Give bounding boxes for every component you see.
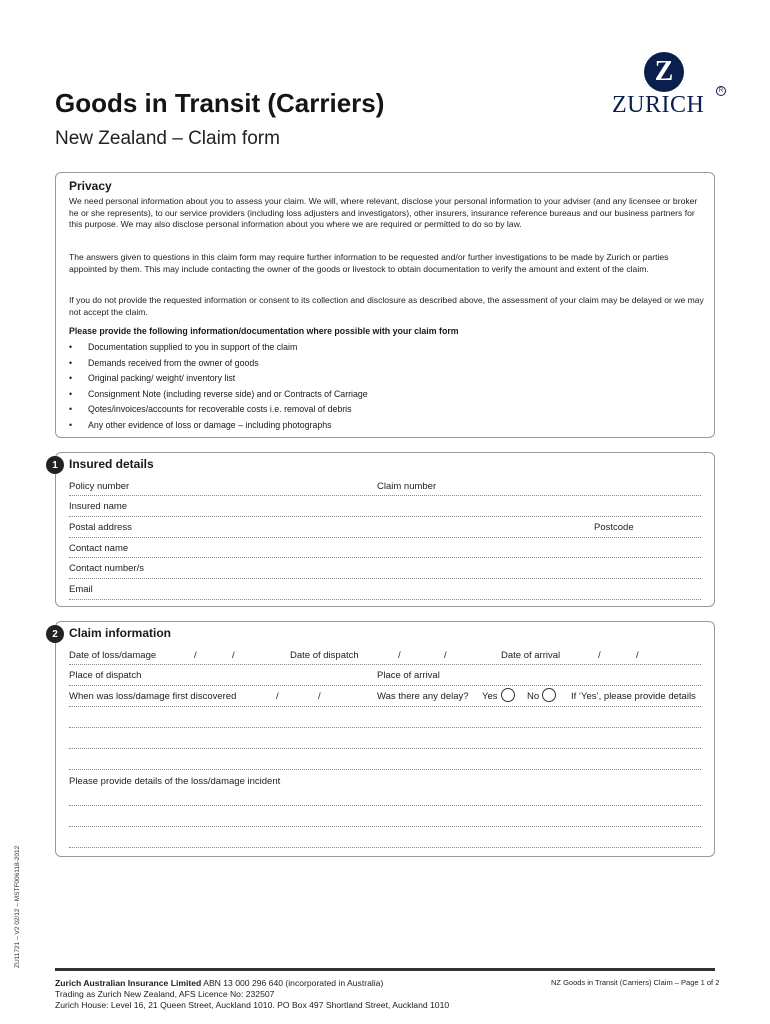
bullet-icon: • xyxy=(69,342,73,352)
insured-name-field[interactable] xyxy=(69,516,701,517)
bullet-icon: • xyxy=(69,388,73,399)
claim-information-title: Claim information xyxy=(69,626,172,640)
bullet-icon: • xyxy=(69,404,73,414)
yes-radio[interactable] xyxy=(501,688,515,702)
incident-details-field[interactable] xyxy=(69,805,701,806)
no-radio[interactable] xyxy=(542,688,556,702)
footer-page-info: NZ Goods in Transit (Carriers) Claim – Page 1 of 2 xyxy=(551,978,720,987)
when-discovered-label: When was loss/damage first discovered xyxy=(69,691,237,702)
bullet-icon: • xyxy=(69,357,73,368)
incident-details-label: Please provide details of the loss/damage incident xyxy=(69,776,281,787)
privacy-title: Privacy xyxy=(69,179,112,193)
postal-address-label: Postal address xyxy=(69,522,132,533)
if-yes-label: If ‘Yes’, please provide details xyxy=(571,691,696,702)
documentation-heading: Please provide the following information/documentation where possible with your claim form xyxy=(69,326,459,336)
date-separator: / xyxy=(232,650,235,661)
date-separator: / xyxy=(398,650,401,661)
list-item: • Any other evidence of loss or damage – including photographs xyxy=(69,418,368,434)
delay-question-label: Was there any delay? xyxy=(377,691,469,702)
contact-numbers-label: Contact number/s xyxy=(69,563,144,574)
date-separator: / xyxy=(194,650,197,661)
place-of-dispatch-label: Place of dispatch xyxy=(69,670,142,681)
footer-rule xyxy=(55,968,715,971)
privacy-paragraph-2: The answers given to questions in this claim form may require further information to be requested and/or further investigations to be made by Zurich or parties appointed by them. This may include contacting the owner of the goods or livestock to obtain documentation to verify the amount and extent of the claim. xyxy=(69,252,669,274)
date-of-arrival-label: Date of arrival xyxy=(501,650,561,661)
contact-name-label: Contact name xyxy=(69,543,129,554)
date-of-loss-label: Date of loss/damage xyxy=(69,650,157,661)
place-field[interactable] xyxy=(69,685,701,686)
insured-name-label: Insured name xyxy=(69,501,128,512)
footer-address-line: Zurich House: Level 16, 21 Queen Street, Auckland 1010. PO Box 497 Shortland Street, Auckland 1010 xyxy=(55,1000,450,1010)
list-item: • Documentation supplied to you in support of the claim xyxy=(69,340,368,356)
list-item: • Qotes/invoices/accounts for recoverable costs i.e. removal of debris xyxy=(69,402,368,418)
form-subtitle: New Zealand – Claim form xyxy=(55,128,280,149)
delay-details-field[interactable] xyxy=(69,769,701,770)
privacy-paragraph-1: We need personal information about you to assess your claim. We will, where relevant, disclose your personal information to your adviser (and any licensee or broker he or she represents), to our service providers (including loss adjusters and investigators), other insurers, insurance reference bureaus and our business partners for this purpose. We may also disclose personal information about you where we are required or permitted to do so by law. xyxy=(69,196,698,229)
postcode-label: Postcode xyxy=(594,522,634,533)
claim-number-label: Claim number xyxy=(377,481,437,492)
delay-details-field[interactable] xyxy=(69,706,701,707)
postal-address-field[interactable] xyxy=(69,537,701,538)
bullet-icon: • xyxy=(69,419,73,430)
date-separator: / xyxy=(276,691,279,702)
delay-details-field[interactable] xyxy=(69,727,701,728)
form-title: Goods in Transit (Carriers) xyxy=(55,88,385,118)
email-field[interactable] xyxy=(69,599,701,600)
contact-name-field[interactable] xyxy=(69,557,701,558)
section-number-badge: 2 xyxy=(46,625,64,643)
date-separator: / xyxy=(318,691,321,702)
insured-details-title: Insured details xyxy=(69,457,154,471)
form-code: ZU11721 – V2 02/12 – MSTF006118-2012 xyxy=(14,845,21,968)
section-number-badge: 1 xyxy=(46,456,64,474)
policy-number-label: Policy number xyxy=(69,481,130,492)
privacy-paragraph-3: If you do not provide the requested information or consent to its collection and disclosure as described above, the assessment of your claim may be delayed or we may not accept the claim. xyxy=(69,295,704,317)
contact-numbers-field[interactable] xyxy=(69,578,701,579)
date-of-dispatch-label: Date of dispatch xyxy=(290,650,359,661)
footer-licence-line: Trading as Zurich New Zealand, AFS Licence No: 232507 xyxy=(55,989,275,999)
zurich-logo-icon xyxy=(644,52,684,92)
date-separator: / xyxy=(444,650,447,661)
list-item: • Consignment Note (including reverse side) and or Contracts of Carriage xyxy=(69,387,368,403)
date-separator: / xyxy=(598,650,601,661)
documentation-list xyxy=(69,340,368,433)
bullet-icon: • xyxy=(69,373,73,383)
footer-company-line: Zurich Australian Insurance Limited ABN 13 000 296 640 (incorporated in Australia) xyxy=(55,978,384,988)
list-item: • Original packing/ weight/ inventory list xyxy=(69,371,368,387)
place-of-arrival-label: Place of arrival xyxy=(377,670,440,681)
no-label: No xyxy=(527,691,540,702)
delay-details-field[interactable] xyxy=(69,748,701,749)
registered-mark-icon: R xyxy=(716,86,726,96)
email-label: Email xyxy=(69,584,93,595)
policy-number-field[interactable] xyxy=(69,495,701,496)
incident-details-field[interactable] xyxy=(69,847,701,848)
dates-field[interactable] xyxy=(69,664,701,665)
zurich-logo-text: ZURICH xyxy=(612,92,705,118)
incident-details-field[interactable] xyxy=(69,826,701,827)
logo-letter: Z xyxy=(654,56,674,87)
yes-label: Yes xyxy=(482,691,498,702)
list-item: • Demands received from the owner of goods xyxy=(69,356,368,372)
date-separator: / xyxy=(636,650,639,661)
